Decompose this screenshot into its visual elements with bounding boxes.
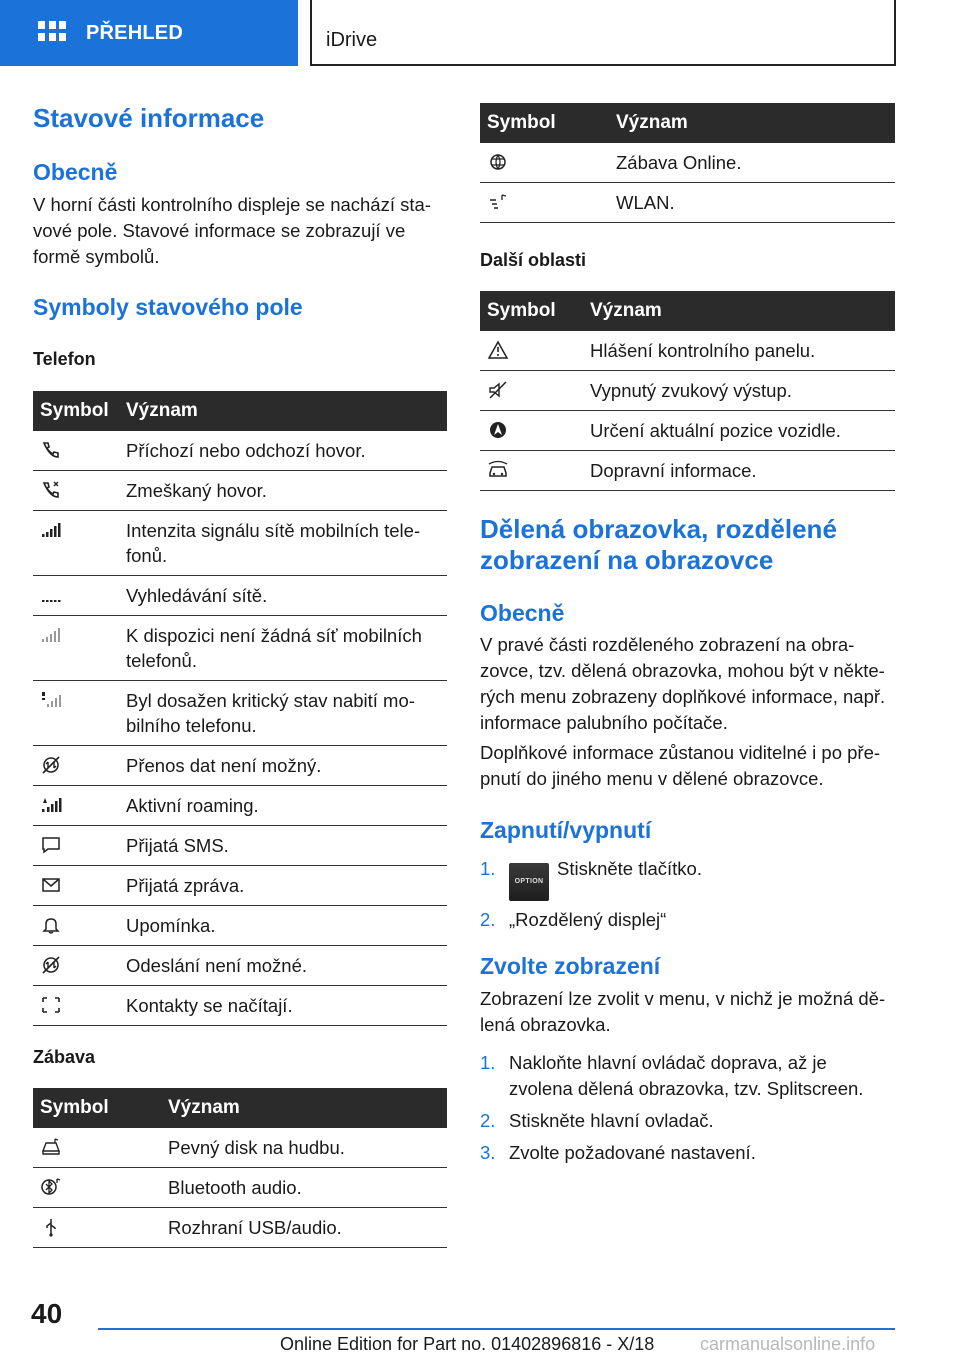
on-off-steps bbox=[480, 856, 895, 939]
step-number: 2. bbox=[480, 1110, 496, 1131]
general-heading: Obecně bbox=[33, 159, 118, 185]
table-row bbox=[33, 681, 447, 746]
table-row bbox=[33, 511, 447, 576]
page-number: 40 bbox=[31, 1298, 63, 1329]
phone-symbol-table bbox=[33, 391, 447, 1026]
no-data-transfer-icon bbox=[40, 755, 62, 775]
step-text: Stiskněte hlavní ovladač. bbox=[509, 1110, 714, 1131]
no-network-icon bbox=[40, 625, 62, 645]
vehicle-position-icon bbox=[487, 420, 509, 440]
symbol-cell bbox=[480, 143, 616, 183]
general-text: V horní části kontrolního displeje se nachází sta-vové pole. Stavové informace se zobrazují ve formě symbolů. bbox=[33, 194, 431, 267]
symbol-cell bbox=[33, 786, 126, 826]
select-view-heading: Zvolte zobrazení bbox=[480, 953, 661, 979]
meaning-cell: Zábava Online. bbox=[616, 143, 895, 183]
watermark: carmanualsonline.info bbox=[700, 1334, 876, 1354]
meaning-cell: Přijatá SMS. bbox=[126, 826, 447, 866]
meaning-cell: Kontakty se načítají. bbox=[126, 986, 447, 1026]
table-row bbox=[33, 986, 447, 1026]
col-meaning-header: Význam bbox=[168, 1088, 447, 1128]
split-general-paragraph-1: V pravé části rozděleného zobrazení na obra-zovce, tzv. dělená obrazovka, mohou být v někte-rých menu zobrazeny doplňkové informace, např. informace palubního počítače. bbox=[480, 634, 886, 733]
traffic-info-icon bbox=[487, 460, 509, 480]
table-row bbox=[33, 906, 447, 946]
symbol-cell bbox=[480, 451, 590, 491]
step-number: 1. bbox=[480, 858, 496, 879]
table-row bbox=[33, 1128, 447, 1168]
col-symbol-header: Symbol bbox=[480, 291, 590, 331]
meaning-cell: WLAN. bbox=[616, 183, 895, 223]
page-title: Stavové informace bbox=[33, 103, 265, 133]
meaning-cell: K dispozici není žádná síť mobilních telefonů. bbox=[126, 616, 447, 681]
table-row bbox=[33, 946, 447, 986]
footer-divider bbox=[98, 1328, 895, 1330]
send-failed-icon bbox=[40, 955, 62, 975]
symbol-cell bbox=[33, 746, 126, 786]
step-item bbox=[480, 856, 895, 901]
online-entertainment-icon bbox=[487, 152, 509, 172]
warning-triangle-icon bbox=[487, 340, 509, 360]
step-number: 3. bbox=[480, 1142, 496, 1163]
grid-menu-icon bbox=[38, 21, 66, 45]
symbol-cell bbox=[33, 866, 126, 906]
wlan-icon bbox=[487, 192, 509, 212]
step-item bbox=[480, 1050, 895, 1102]
reminder-bell-icon bbox=[40, 915, 62, 935]
col-symbol-header: Symbol bbox=[480, 103, 616, 143]
symbol-cell bbox=[33, 511, 126, 576]
table-row bbox=[33, 1208, 447, 1248]
sms-icon bbox=[40, 835, 62, 855]
network-search-icon bbox=[40, 585, 62, 605]
select-view-steps bbox=[480, 1050, 895, 1172]
chapter-label: iDrive bbox=[326, 29, 378, 51]
symbol-cell bbox=[33, 946, 126, 986]
symbol-cell bbox=[33, 826, 126, 866]
meaning-cell: Přenos dat není možný. bbox=[126, 746, 447, 786]
symbol-cell bbox=[33, 681, 126, 746]
table-header-row bbox=[33, 1088, 447, 1128]
table-row bbox=[480, 411, 895, 451]
symbol-cell bbox=[33, 906, 126, 946]
hard-disk-music-icon bbox=[40, 1137, 62, 1157]
chapter-tab bbox=[310, 0, 896, 66]
meaning-cell: Dopravní informace. bbox=[590, 451, 895, 491]
low-battery-icon bbox=[40, 690, 62, 710]
meaning-cell: Přijatá zpráva. bbox=[126, 866, 447, 906]
step-text: „Rozdělený displej“ bbox=[509, 909, 667, 930]
table-row bbox=[480, 451, 895, 491]
meaning-cell: Zmeškaný hovor. bbox=[126, 471, 447, 511]
footer-edition: Online Edition for Part no. 01402896816 - X/18 bbox=[280, 1334, 655, 1354]
symbol-cell bbox=[33, 576, 126, 616]
step-item bbox=[480, 1108, 895, 1134]
symbol-cell bbox=[33, 471, 126, 511]
entertainment-symbol-table bbox=[33, 1088, 447, 1248]
table-row bbox=[33, 431, 447, 471]
table-row bbox=[33, 746, 447, 786]
step-number: 2. bbox=[480, 909, 496, 930]
meaning-cell: Určení aktuální pozice vozidle. bbox=[590, 411, 895, 451]
symbol-cell bbox=[33, 986, 126, 1026]
table-header-row bbox=[480, 291, 895, 331]
col-meaning-header: Význam bbox=[126, 391, 447, 431]
meaning-cell: Upomínka. bbox=[126, 906, 447, 946]
entertainment-heading: Zábava bbox=[33, 1047, 96, 1067]
overview-tab-label: PŘEHLED bbox=[86, 21, 183, 44]
table-header-row bbox=[480, 103, 895, 143]
split-screen-title: Dělená obrazovka, rozdělené zobrazení na obrazovce bbox=[480, 514, 837, 575]
meaning-cell: Aktivní roaming. bbox=[126, 786, 447, 826]
step-number: 1. bbox=[480, 1052, 496, 1073]
table-row bbox=[480, 371, 895, 411]
on-off-heading: Zapnutí/vypnutí bbox=[480, 817, 652, 843]
mute-icon bbox=[487, 380, 509, 400]
missed-call-icon bbox=[40, 480, 62, 500]
table-row bbox=[480, 143, 895, 183]
usb-icon bbox=[40, 1217, 62, 1237]
col-meaning-header: Význam bbox=[590, 291, 895, 331]
symbol-cell bbox=[480, 371, 590, 411]
meaning-cell: Vypnutý zvukový výstup. bbox=[590, 371, 895, 411]
table-row bbox=[33, 576, 447, 616]
table-row bbox=[33, 826, 447, 866]
overview-tab[interactable] bbox=[0, 0, 298, 66]
signal-strength-icon bbox=[40, 520, 62, 540]
table-row bbox=[33, 866, 447, 906]
other-areas-heading: Další oblasti bbox=[480, 250, 587, 270]
symbol-cell bbox=[33, 1168, 168, 1208]
symbol-cell bbox=[33, 431, 126, 471]
meaning-cell: Pevný disk na hudbu. bbox=[168, 1128, 447, 1168]
step-item bbox=[480, 907, 895, 933]
email-icon bbox=[40, 875, 62, 895]
step-text: Stiskněte tlačítko. bbox=[557, 858, 702, 879]
col-symbol-header: Symbol bbox=[33, 1088, 168, 1128]
select-view-text: Zobrazení lze zvolit v menu, v nichž je možná dě-lená obrazovka. bbox=[480, 988, 886, 1035]
table-row bbox=[33, 786, 447, 826]
symbol-cell bbox=[33, 616, 126, 681]
option-button-icon: OPTION bbox=[509, 863, 549, 901]
phone-heading: Telefon bbox=[33, 349, 96, 369]
roaming-icon bbox=[40, 795, 62, 815]
step-text: Zvolte požadované nastavení. bbox=[509, 1142, 756, 1163]
step-item bbox=[480, 1140, 895, 1166]
meaning-cell: Vyhledávání sítě. bbox=[126, 576, 447, 616]
meaning-cell: Příchozí nebo odchozí hovor. bbox=[126, 431, 447, 471]
meaning-cell: Bluetooth audio. bbox=[168, 1168, 447, 1208]
meaning-cell: Rozhraní USB/audio. bbox=[168, 1208, 447, 1248]
table-header-row bbox=[33, 391, 447, 431]
entertainment-cont-table bbox=[480, 103, 895, 223]
other-areas-table bbox=[480, 291, 895, 491]
bluetooth-audio-icon bbox=[40, 1177, 62, 1197]
symbol-cell bbox=[33, 1208, 168, 1248]
meaning-cell: Byl dosažen kritický stav nabití mo-bilního telefonu. bbox=[126, 681, 447, 746]
contacts-loading-icon bbox=[40, 995, 62, 1015]
symbol-cell bbox=[480, 411, 590, 451]
table-row bbox=[480, 331, 895, 371]
table-row bbox=[480, 183, 895, 223]
split-general-heading: Obecně bbox=[480, 600, 565, 626]
table-row bbox=[33, 616, 447, 681]
table-row bbox=[33, 1168, 447, 1208]
symbols-heading: Symboly stavového pole bbox=[33, 294, 303, 320]
symbol-cell bbox=[480, 183, 616, 223]
col-meaning-header: Význam bbox=[616, 103, 895, 143]
phone-call-icon bbox=[40, 440, 62, 460]
symbol-cell bbox=[33, 1128, 168, 1168]
table-row bbox=[33, 471, 447, 511]
symbol-cell bbox=[480, 331, 590, 371]
page-header bbox=[0, 0, 960, 66]
split-general-paragraph-2: Doplňkové informace zůstanou viditelné i po pře-pnutí do jiného menu v dělené obrazovce. bbox=[480, 742, 881, 789]
meaning-cell: Intenzita signálu sítě mobilních tele-fonů. bbox=[126, 511, 447, 576]
meaning-cell: Odeslání není možné. bbox=[126, 946, 447, 986]
meaning-cell: Hlášení kontrolního panelu. bbox=[590, 331, 895, 371]
col-symbol-header: Symbol bbox=[33, 391, 126, 431]
step-text: Nakloňte hlavní ovládač doprava, až je zvolena dělená obrazovka, tzv. Splitscreen. bbox=[509, 1052, 864, 1099]
